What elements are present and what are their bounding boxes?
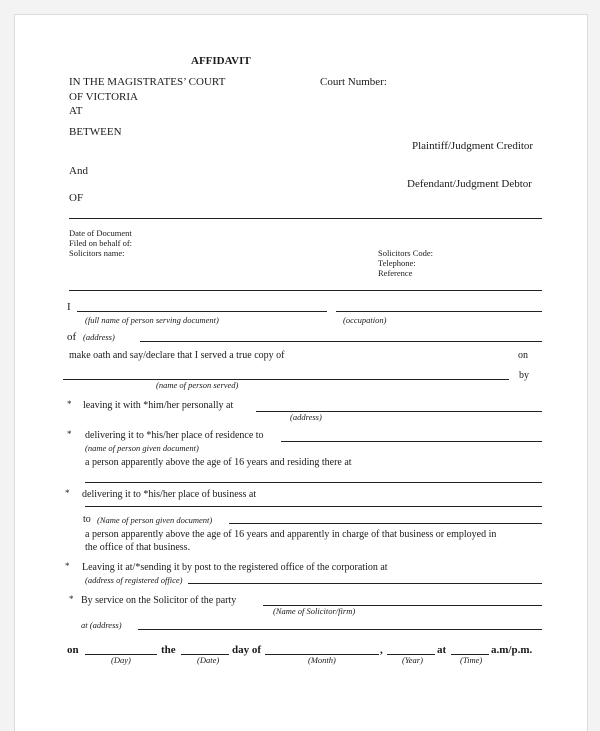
month-hint: (Month) — [308, 655, 336, 665]
personal-service-text: leaving it with *him/her personally at — [83, 400, 234, 411]
address-hint: (address) — [83, 332, 115, 342]
time-hint: (Time) — [460, 655, 483, 665]
residence-service-text: delivering it to *his/her place of residence to — [85, 430, 264, 441]
affidavit-page — [14, 14, 588, 731]
business-age-text-2: the office of that business. — [85, 542, 191, 553]
footer-on-label: on — [67, 644, 79, 656]
solicitor-name-hint: (Name of Solicitor/firm) — [273, 606, 356, 616]
reference-label: Reference — [378, 268, 413, 278]
header-divider — [69, 218, 542, 219]
to-label: to — [83, 514, 91, 525]
bullet-marker: * — [69, 594, 74, 604]
on-label: on — [518, 350, 528, 361]
business-person-field[interactable] — [229, 523, 542, 524]
day-hint: (Day) — [111, 655, 131, 665]
telephone-label: Telephone: — [378, 258, 416, 268]
bullet-marker: * — [65, 488, 70, 498]
between-label: BETWEEN — [69, 126, 122, 138]
bullet-marker: * — [67, 429, 72, 439]
residence-person-field[interactable] — [281, 441, 542, 442]
solicitors-code-label: Solicitors Code: — [378, 248, 434, 258]
footer-day-of-label: day of — [232, 644, 262, 656]
footer-ampm-label: a.m/p.m. — [491, 644, 533, 656]
filed-on-behalf-label: Filed on behalf of: — [69, 238, 133, 248]
post-service-text: Leaving it at/*sending it by post to the registered office of the corporation at — [82, 562, 388, 573]
i-label: I — [67, 301, 71, 313]
date-hint: (Date) — [197, 655, 220, 665]
and-label: And — [69, 165, 88, 177]
occupation-field[interactable] — [336, 311, 542, 312]
residence-address-field[interactable] — [85, 482, 542, 483]
year-hint: (Year) — [402, 655, 423, 665]
info-divider — [69, 290, 542, 291]
footer-at-label: at — [437, 644, 447, 656]
defendant-label: Defendant/Judgment Debtor — [407, 178, 532, 190]
court-name-line1: IN THE MAGISTRATES’ COURT — [69, 76, 226, 88]
solicitor-address-field[interactable] — [138, 629, 542, 630]
business-person-hint: (Name of person given document) — [97, 515, 213, 525]
date-of-document-label: Date of Document — [69, 228, 132, 238]
residence-age-text: a person apparently above the age of 16 years and residing there at — [85, 457, 352, 468]
court-name-line2: OF VICTORIA — [69, 91, 138, 103]
person-served-hint: (name of person served) — [156, 380, 239, 390]
page-title: AFFIDAVIT — [191, 55, 251, 67]
solicitor-address-hint: at (address) — [81, 620, 122, 630]
registered-office-field[interactable] — [188, 583, 542, 584]
full-name-hint: (full name of person serving document) — [85, 315, 219, 325]
bullet-marker: * — [67, 399, 72, 409]
court-at-label: AT — [69, 105, 83, 117]
business-age-text-1: a person apparently above the age of 16 years and apparently in charge of that business or employed in — [85, 529, 497, 540]
personal-address-hint: (address) — [290, 412, 322, 422]
of-address-label: of — [67, 331, 77, 343]
of-label: OF — [69, 192, 84, 204]
residence-person-hint: (name of person given document) — [85, 443, 199, 453]
footer-the-label: the — [161, 644, 176, 656]
deponent-address-field[interactable] — [140, 341, 542, 342]
full-name-field[interactable] — [77, 311, 327, 312]
court-number-label: Court Number: — [320, 76, 387, 88]
occupation-hint: (occupation) — [343, 315, 387, 325]
registered-office-hint: (address of registered office) — [85, 575, 183, 585]
solicitor-service-text: By service on the Solicitor of the party — [81, 595, 237, 606]
bullet-marker: * — [65, 561, 70, 571]
oath-text: make oath and say/declare that I served a true copy of — [69, 350, 285, 361]
person-served-field[interactable] — [63, 379, 509, 380]
by-label: by — [519, 370, 529, 381]
business-address-field[interactable] — [85, 506, 542, 507]
solicitors-name-label: Solicitors name: — [69, 248, 125, 258]
footer-comma: , — [380, 644, 383, 656]
business-service-text: delivering it to *his/her place of business at — [82, 489, 257, 500]
plaintiff-label: Plaintiff/Judgment Creditor — [412, 140, 534, 152]
